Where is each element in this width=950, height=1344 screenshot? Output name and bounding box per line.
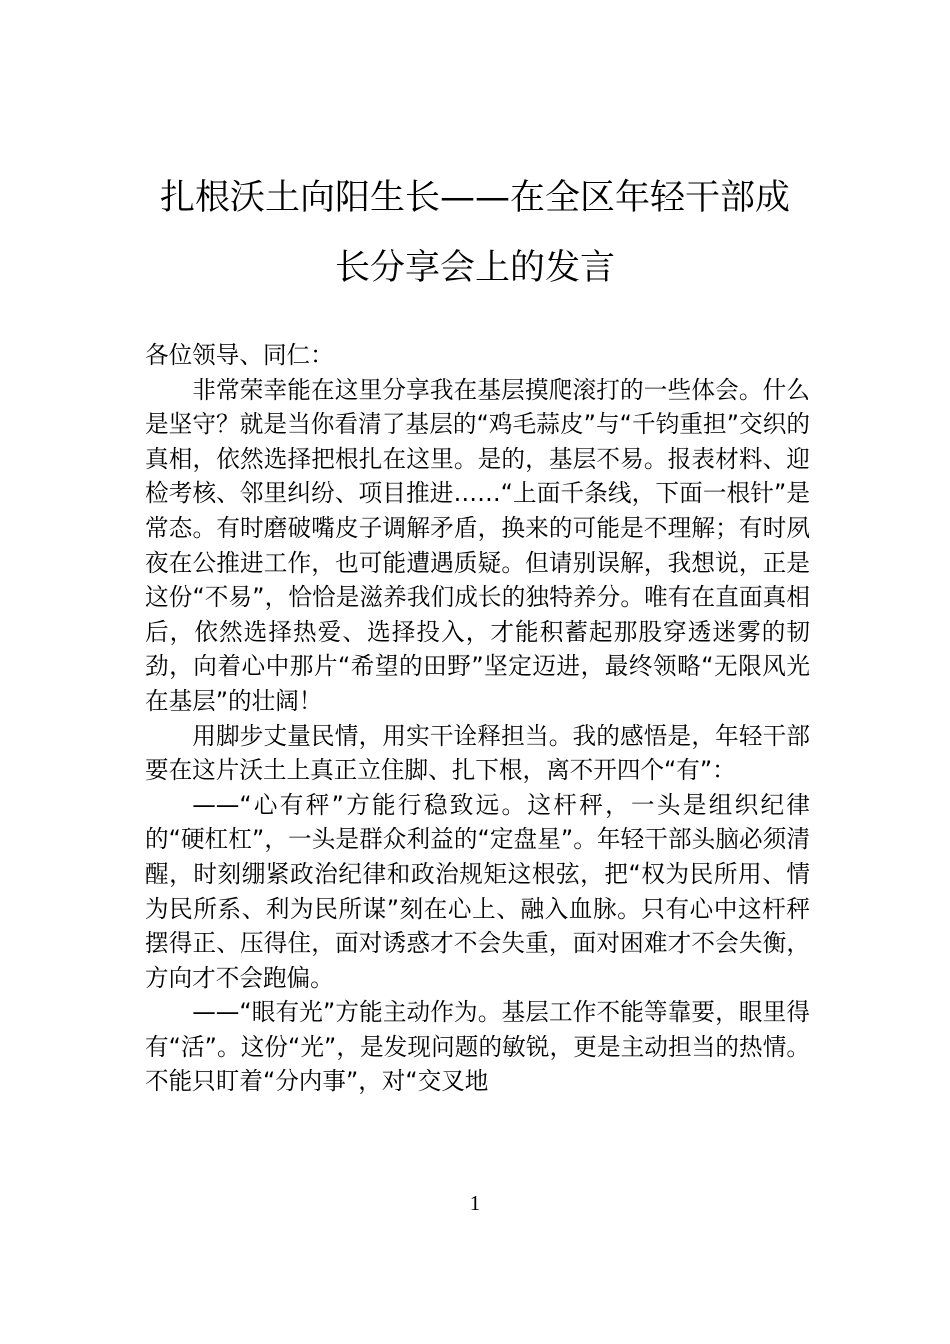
paragraph-1: 非常荣幸能在这里分享我在基层摸爬滚打的一些体会。什么是坚守？就是当你看清了基层的“鸡毛蒜皮”与“千钧重担”交织的真相，依然选择把根扎在这里。是的，基层不易。报表材料、迎检考核、邻里纠纷、项目推进……“上面千条线，下面一根针”是常态。有时磨破嘴皮子调解矛盾，换来的可能是不理解；有时夙夜在公推进工作，也可能遭遇质疑。但请别误解，我想说，正是这份“不易”，恰恰是滋养我们成长的独特养分。唯有在直面真相后，依然选择热爱、选择投入，才能积蓄起那股穿透迷雾的韧劲，向着心中那片“希望的田野”坚定迈进，最终领略“无限风光在基层”的壮阔！	[145, 375, 810, 715]
paragraph-3: ——“心有秤”方能行稳致远。这杆秤，一头是组织纪律的“硬杠杠”，一头是群众利益的“定盘星”。年轻干部头脑必须清醒，时刻绷紧政治纪律和政治规矩这根弦，把“权为民所用、情为民所系、利为民所谋”刻在心上、融入血脉。只有心中这杆秤摆得正、压得住，面对诱惑才不会失重，面对困难才不会失衡，方向才不会跑偏。	[145, 790, 810, 992]
paragraph-2: 用脚步丈量民情，用实干诠释担当。我的感悟是，年轻干部要在这片沃土上真正立住脚、扎下根，离不开四个“有”：	[145, 721, 810, 785]
document-body	[145, 338, 810, 1099]
document-title-line-2: 长分享会上的发言	[334, 248, 615, 288]
page-number: 1	[469, 1191, 481, 1215]
salutation: 各位领导、同仁：	[145, 341, 334, 369]
paragraph-4: ——“眼有光”方能主动作为。基层工作不能等靠要，眼里得有“活”。这份“光”，是发现问题的敏锐，更是主动担当的热情。不能只盯着“分内事”，对“交叉地	[145, 998, 810, 1096]
document-title-line-1: 扎根沃土向阳生长——在全区年轻干部成	[159, 178, 790, 218]
